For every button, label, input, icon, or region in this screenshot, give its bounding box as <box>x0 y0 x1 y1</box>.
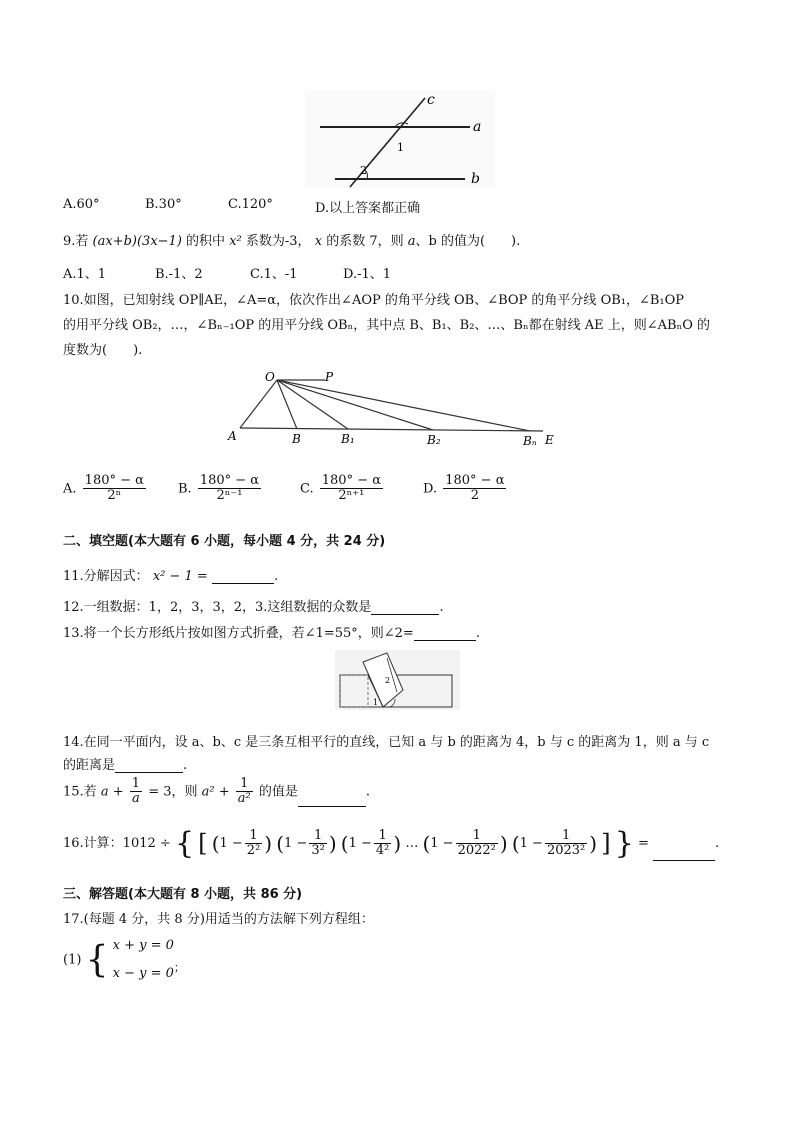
q15-plus2: + <box>218 784 230 800</box>
q16-bracket-open: [ <box>198 829 208 858</box>
q16-one-minus-1: 1 − <box>219 836 243 851</box>
q13-period: . <box>475 626 480 641</box>
q15-frac2-num: 1 <box>236 777 253 792</box>
q8-option-b: B.30° <box>145 197 182 212</box>
q10-a-letter: A. <box>63 481 77 497</box>
q9-option-b: B.-1、2 <box>155 267 203 282</box>
q17-semicolon: ； <box>173 961 185 974</box>
q11-expr: x² − 1 = <box>152 569 208 584</box>
q15-plus: + <box>112 784 124 800</box>
q11 <box>63 565 278 584</box>
q9-option-d: D.-1、1 <box>343 267 392 282</box>
label-O: O <box>265 370 275 384</box>
q17-text: 17.(每题 4 分，共 8 分)用适当的方法解下列方程组： <box>63 912 374 927</box>
q10-a-fraction <box>83 474 146 504</box>
q10-a-num: 180° − α <box>84 473 144 488</box>
q15-a: a <box>100 784 109 800</box>
label-B: B <box>292 432 301 446</box>
q15-tail: 的值是 <box>258 784 298 800</box>
q16-frac-2-num: 1 <box>309 829 326 844</box>
q15-frac1-den: a <box>132 791 140 807</box>
q12-answer-blank[interactable] <box>371 600 439 615</box>
q9-mid2: 系数为-3， <box>245 234 311 249</box>
q12 <box>63 596 444 615</box>
label-E: E <box>545 433 554 447</box>
q9-text <box>63 230 520 249</box>
label-angle-2: 2 <box>385 676 391 685</box>
q16-frac-1-den: 2² <box>246 843 261 858</box>
label-P: P <box>325 370 334 384</box>
q10-b-num: 180° − α <box>199 473 260 488</box>
q16-frac-3-den: 4² <box>375 843 390 858</box>
q9-option-a: A.1、1 <box>63 267 107 282</box>
q16-prefix: 16.计算：1012 ÷ <box>63 836 171 851</box>
q17-brace: { <box>85 939 109 981</box>
q16-frac-5-den: 2023² <box>546 843 586 858</box>
q16-frac-3 <box>374 829 391 859</box>
q12-period: . <box>439 600 444 615</box>
q16-frac-2 <box>309 829 326 859</box>
q16-period: . <box>714 836 720 851</box>
label-b: b <box>471 171 480 187</box>
q16-brace-close: } <box>614 826 634 861</box>
q9-x: x <box>314 234 323 249</box>
q17-equations <box>113 935 185 985</box>
q14-answer-blank[interactable] <box>115 758 183 773</box>
q16-answer-blank[interactable] <box>653 846 715 861</box>
q15 <box>63 777 370 807</box>
q10-d-fraction <box>443 474 506 504</box>
label-angle-2: 2 <box>360 164 367 177</box>
q10-c-fraction <box>320 474 383 504</box>
q10-d-num: 180° − α <box>445 473 505 488</box>
section-2-heading: 二、填空题(本大题有 6 小题，每小题 4 分，共 24 分) <box>63 534 386 549</box>
q17-eq2-row <box>113 957 185 985</box>
q16-paren-open-1: ( <box>211 831 220 856</box>
q16-eq: = <box>637 836 649 851</box>
label-c: c <box>427 92 435 108</box>
q16-paren-open-4: ( <box>422 831 431 856</box>
q16-one-minus-2: 1 − <box>284 836 308 851</box>
q10-d-den: 2 <box>470 488 479 504</box>
q10-b-den: 2ⁿ⁻¹ <box>216 488 243 504</box>
q14-line2-text: 的距离是 <box>63 758 116 773</box>
q10-line1: 10.如图，已知射线 OP∥AE，∠A=α，依次作出∠AOP 的角平分线 OB、∠BOP 的角平分线 OB₁，∠B₁OP <box>63 293 685 308</box>
q10-option-d <box>423 474 508 504</box>
q17-eq2: x − y = 0 <box>112 966 174 981</box>
q10-c-den: 2ⁿ⁺¹ <box>338 488 365 504</box>
q12-text: 12.一组数据：1，2，3，3，2，3.这组数据的众数是 <box>63 600 372 615</box>
q15-frac1-num: 1 <box>131 776 141 791</box>
q15-frac2 <box>236 777 253 807</box>
q16-bracket-close: ] <box>601 829 611 858</box>
q16-frac-1 <box>245 829 262 859</box>
q9-a: a <box>407 234 416 249</box>
q9-expr: (ax+b)(3x−1) <box>92 234 182 249</box>
q16-paren-open-3: ( <box>340 831 349 856</box>
q16-one-minus-5: 1 − <box>519 836 543 851</box>
q8-option-a: A.60° <box>63 197 100 212</box>
q9-option-c: C.1、-1 <box>250 267 298 282</box>
q13 <box>63 622 480 641</box>
q16-brace-open: { <box>174 826 195 861</box>
q10-c-num: 180° − α <box>321 473 382 488</box>
q15-period: . <box>365 784 371 800</box>
q15-frac1 <box>130 777 142 807</box>
folded-paper-figure <box>335 650 460 710</box>
q10-a-den: 2ⁿ <box>107 488 122 504</box>
q11-period: . <box>273 569 279 584</box>
q9-prefix: 9.若 <box>63 234 89 249</box>
q13-answer-blank[interactable] <box>414 626 476 641</box>
q10-c-letter: C. <box>300 481 314 497</box>
q15-prefix: 15.若 <box>63 784 97 800</box>
q16-paren-close-4: ) <box>499 831 508 856</box>
q17-system-1 <box>63 935 185 985</box>
label-B2: B₂ <box>427 433 441 447</box>
q14-period: . <box>183 758 188 773</box>
q17-eq1: x + y = 0 <box>112 938 174 953</box>
q14-line1: 14.在同一平面内，设 a、b、c 是三条互相平行的直线，已知 a 与 b 的距离为 4，b 与 c 的距离为 1，则 a 与 c <box>63 735 710 750</box>
q16-frac-5-num: 1 <box>545 829 587 844</box>
label-a: a <box>473 119 482 135</box>
label-angle-1: 1 <box>397 141 404 154</box>
q8-option-d: D.以上答案都正确 <box>315 201 421 216</box>
q9-mid: 的积中 <box>186 234 226 249</box>
q16-frac-4-num: 1 <box>456 829 498 844</box>
q11-text: 11.分解因式： <box>63 569 149 584</box>
q15-frac2-den: a² <box>237 791 251 807</box>
q15-answer-blank[interactable] <box>298 792 366 807</box>
q9-x2: x² <box>229 234 242 249</box>
q16-paren-open-2: ( <box>276 831 285 856</box>
q10-line2: 的用平分线 OB₂，…，∠Bₙ₋₁OP 的用平分线 OBₙ，其中点 B、B₁、B₂、…、Bₙ都在射线 AE 上，则∠ABₙO 的 <box>63 318 710 333</box>
q15-a2: a² <box>201 784 215 800</box>
label-B1: B₁ <box>341 432 355 446</box>
q17-label: (1) <box>63 952 82 968</box>
label-Bn: Bₙ <box>523 434 537 448</box>
q16-frac-3-num: 1 <box>374 829 391 844</box>
q10-option-c <box>300 474 385 504</box>
label-angle-1: 1 <box>373 698 379 707</box>
q13-text: 13.将一个长方形纸片按如图方式折叠，若∠1=55°，则∠2= <box>63 626 414 641</box>
q16-paren-close-5: ) <box>589 831 598 856</box>
q10-b-fraction <box>198 474 261 504</box>
label-A: A <box>228 429 237 443</box>
q16-frac-5 <box>545 829 587 859</box>
angle-bisector-figure <box>225 365 555 455</box>
q9-mid3: 的系数 7，则 <box>326 234 404 249</box>
q11-answer-blank[interactable] <box>212 569 274 584</box>
q10-b-letter: B. <box>178 481 192 497</box>
q16-one-minus-4: 1 − <box>430 836 454 851</box>
q10-option-b <box>178 474 263 504</box>
q16-paren-close-1: ) <box>264 831 273 856</box>
q14-line2 <box>63 754 187 773</box>
q8-option-c: C.120° <box>228 197 273 212</box>
q16-frac-2-den: 3² <box>311 843 325 858</box>
q16-paren-close-3: ) <box>393 831 402 856</box>
q10-line3: 度数为( ). <box>63 343 143 358</box>
q15-eq3: = 3，则 <box>148 784 198 800</box>
q16 <box>63 826 719 861</box>
q16-dots: … <box>405 836 419 851</box>
q10-option-a <box>63 474 148 504</box>
q10-d-letter: D. <box>423 481 438 497</box>
q16-frac-1-num: 1 <box>245 829 262 844</box>
parallel-lines-figure <box>305 90 495 188</box>
q16-one-minus-3: 1 − <box>348 836 372 851</box>
q16-frac-4 <box>456 829 498 859</box>
q16-frac-4-den: 2022² <box>457 843 496 858</box>
q9-tail: 、b 的值为( ). <box>415 234 521 249</box>
q16-paren-close-2: ) <box>328 831 337 856</box>
section-3-heading: 三、解答题(本大题有 8 小题，共 86 分) <box>63 887 303 902</box>
q16-paren-open-5: ( <box>511 831 520 856</box>
